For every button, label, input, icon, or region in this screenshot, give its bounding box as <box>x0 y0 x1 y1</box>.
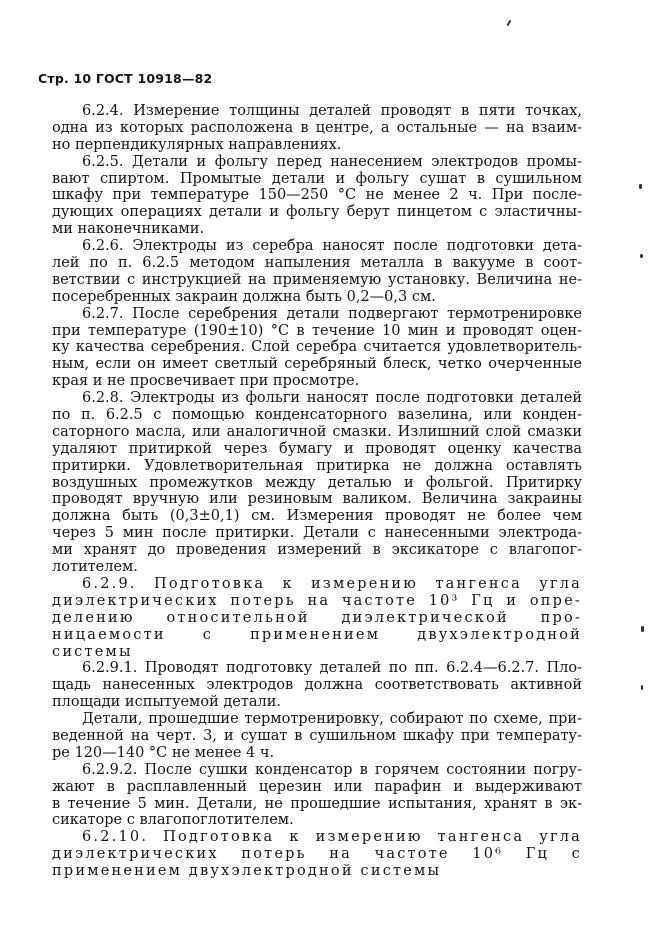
paragraph-p629 <box>52 576 582 660</box>
paragraph-p627 <box>52 306 582 390</box>
paragraph-p6292 <box>52 762 582 830</box>
text-line: применением двухэлектродной системы <box>52 863 442 880</box>
paragraph-p6291 <box>52 660 582 711</box>
text-line: воздушных промежутков между деталью и фольгой. Притирку <box>52 474 582 491</box>
text-line: 6.2.9.1. Проводят подготовку деталей по пп. 6.2.4—6.2.7. Пло- <box>82 660 582 677</box>
scan-mark <box>641 685 643 690</box>
text-line: дующих операциях детали и фольгу берут пинцетом с эластичны- <box>52 204 582 221</box>
scan-mark <box>507 20 512 26</box>
text-line: вают спиртом. Промытые детали и фольгу сушат в сушильном <box>52 170 582 187</box>
text-line: посеребренных закраин должна быть 0,2—0,3 см. <box>52 288 436 305</box>
page-header: Стр. 10 ГОСТ 10918—82 <box>38 71 213 86</box>
text-line: края и не просвечивает при просмотре. <box>52 373 360 390</box>
text-line: лей по п. 6.2.5 методом напыления металла в вакууме в соот- <box>52 255 582 272</box>
text-line: при температуре (190±10) °С в течение 10 мин и проводят оцен- <box>52 322 582 339</box>
text-line: но перпендикулярных направлениях. <box>52 136 342 153</box>
scan-mark <box>640 254 643 258</box>
text-line: лотителем. <box>52 559 138 576</box>
text-line: в течение 5 мин. Детали, не прошедшие испытания, хранят в эк- <box>52 795 582 812</box>
scan-mark <box>639 184 642 189</box>
text-line: саторного масла, или аналогичной смазки. Излишний слой смазки <box>52 423 582 440</box>
text-line: делению относительной диэлектрической про- <box>52 609 582 626</box>
text-line: 6.2.6. Электроды из серебра наносят после подготовки дета- <box>82 238 582 255</box>
text-line: проводят вручную или резиновым валиком. Величина закраины <box>52 491 582 508</box>
text-line: веденной на черт. 3, и сушат в сушильном шкафу при температу- <box>52 727 582 744</box>
text-line: через 5 мин после притирки. Детали с нанесенными электрода- <box>52 525 582 542</box>
paragraph-p625 <box>52 154 582 238</box>
text-line: 6.2.10. Подготовка к измерению тангенса угла <box>82 829 582 846</box>
text-line: ницаемости с применением двухэлектродной <box>52 626 582 643</box>
document-body <box>52 103 582 880</box>
text-line: ре 120—140 °С не менее 4 ч. <box>52 744 275 761</box>
text-line: по п. 6.2.5 с помощью конденсаторного вазелина, или конден- <box>52 407 582 424</box>
text-line: должна быть (0,3±0,1) см. Измерения проводят не более чем <box>52 508 582 525</box>
text-line: ми наконечниками. <box>52 221 205 238</box>
scan-mark <box>641 626 644 632</box>
text-line: удаляют притиркой через бумагу и проводят оценку качества <box>52 440 582 457</box>
text-line: одна из которых расположена в центре, а остальные — на взаим- <box>52 119 582 136</box>
text-line: 6.2.5. Детали и фольгу перед нанесением электродов промы- <box>82 153 582 170</box>
text-line: притирки. Удовлетворительная притирка не должна оставлять <box>52 457 582 474</box>
paragraph-p626 <box>52 238 582 306</box>
paragraph-p624 <box>52 103 582 154</box>
text-line: шкафу при температуре 150—250 °С не менее 2 ч. При после- <box>52 187 582 204</box>
text-line: 6.2.9.2. После сушки конденсатор в горячем состоянии погру- <box>82 761 582 778</box>
text-line: щадь нанесенных электродов должна соответствовать активной <box>52 677 582 694</box>
text-line: диэлектрических потерь на частоте 10³ Гц и опре- <box>52 592 582 609</box>
paragraph-p6210 <box>52 829 582 880</box>
text-line: ным, если он имеет светлый серебряный блеск, четко очерченные <box>52 356 582 373</box>
text-line: 6.2.9. Подготовка к измерению тангенса угла <box>82 575 582 592</box>
text-line: площади испытуемой детали. <box>52 694 281 711</box>
text-line: диэлектрических потерь на частоте 10⁶ Гц с <box>52 846 582 863</box>
text-line: ми хранят до проведения измерений в эксикаторе с влагопог- <box>52 542 582 559</box>
text-line: 6.2.7. После серебрения детали подвергают термотренировке <box>82 305 582 322</box>
text-line: ветствии с инструкцией на применяемую установку. Величина не- <box>52 271 582 288</box>
paragraph-p6291b <box>52 711 582 762</box>
text-line: 6.2.8. Электроды из фольги наносят после подготовки деталей <box>82 390 582 407</box>
paragraph-p628 <box>52 390 582 576</box>
text-line: жают в расплавленный церезин или парафин и выдерживают <box>52 778 582 795</box>
text-line: ку качества серебрения. Слой серебра считается удовлетворитель- <box>52 339 582 356</box>
text-line: сикаторе с влагопоглотителем. <box>52 812 294 829</box>
text-line: 6.2.4. Измерение толщины деталей проводят в пяти точках, <box>82 103 582 119</box>
text-line: системы <box>52 643 133 660</box>
text-line: Детали, прошедшие термотренировку, собирают по схеме, при- <box>82 711 582 728</box>
